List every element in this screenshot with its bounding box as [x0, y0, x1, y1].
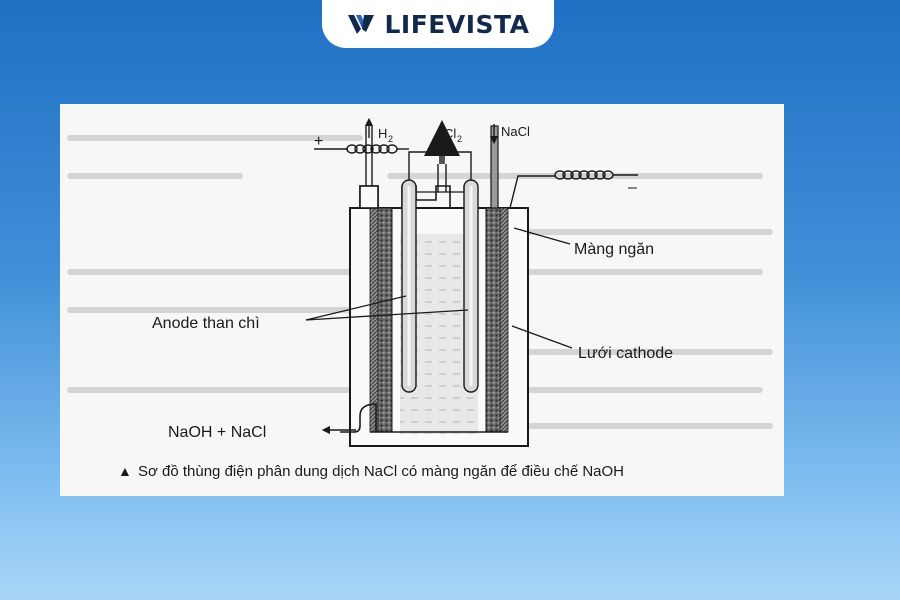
cathode-mesh-left [370, 208, 378, 432]
terminal-minus-label: – [628, 179, 637, 196]
h2-gas-label: H [378, 126, 388, 141]
cathode-label: Lưới cathode [578, 345, 674, 362]
electrolysis-diagram [60, 104, 784, 496]
cl2-gas-subscript: 2 [457, 134, 463, 144]
anode-label: Anode than chì [152, 315, 260, 332]
membrane-label: Màng ngăn [574, 241, 655, 258]
caption-marker: ▲ [118, 463, 132, 479]
terminal-plus-label: + [314, 133, 324, 150]
figure-caption: Sơ đồ thùng điện phân dung dịch NaCl có màng ngăn để điều chế NaOH [138, 463, 624, 480]
brand-logo[interactable] [322, 0, 554, 48]
membrane-right [486, 208, 500, 432]
diagram-figure [60, 104, 784, 496]
h2-gas-subscript: 2 [388, 134, 394, 144]
lifevista-logo-icon [346, 12, 376, 36]
cathode-mesh-right [500, 208, 508, 432]
output-label: NaOH + NaCl [168, 424, 267, 441]
brand-name: LIFEVISTA [384, 9, 530, 39]
membrane-left [378, 208, 392, 432]
cl2-gas-label: Cl [444, 126, 457, 141]
nacl-input-label: NaCl [501, 124, 530, 139]
